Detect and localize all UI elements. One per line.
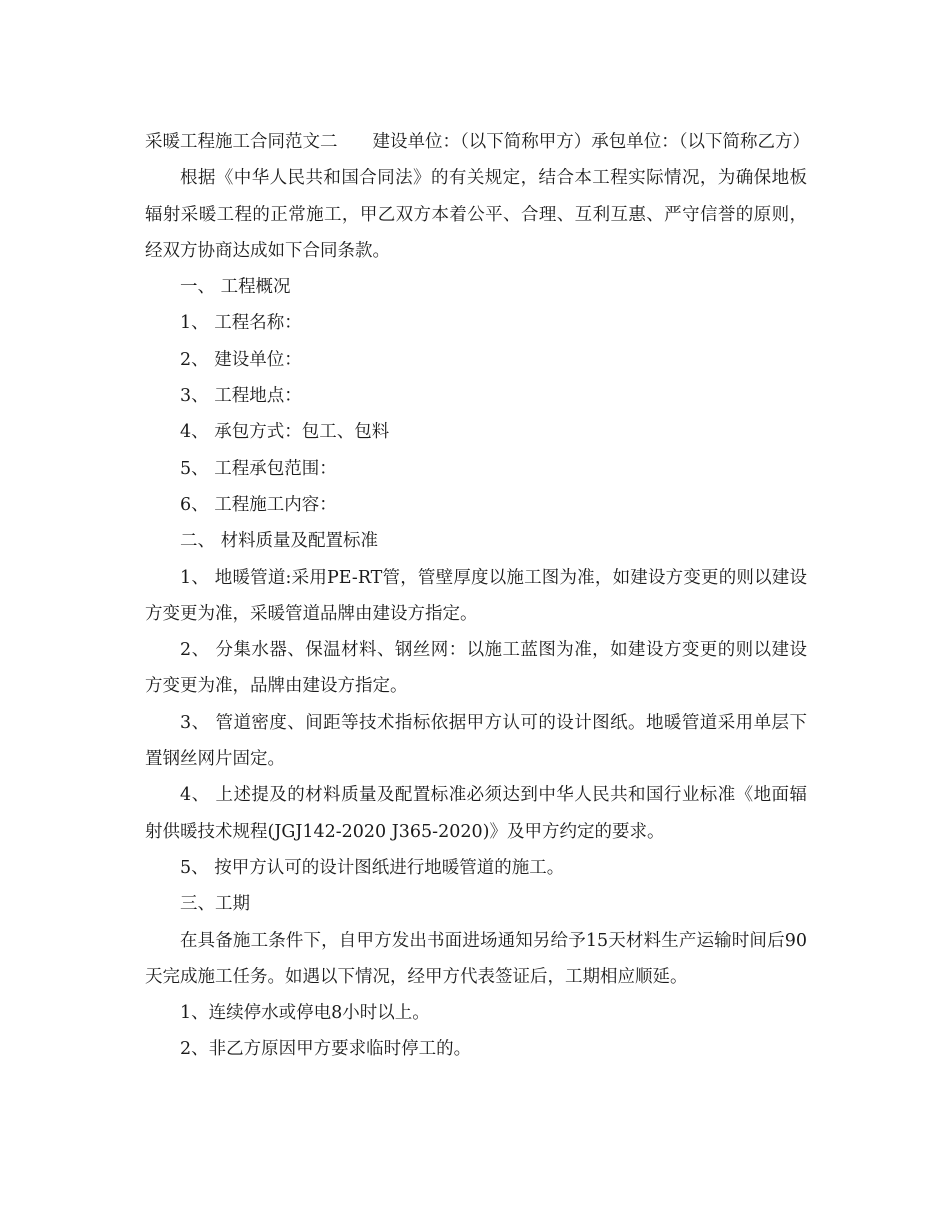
clause-standards: 4、 上述提及的材料质量及配置标准必须达到中华人民共和国行业标准《地面辐射供暖技术规程(JGJ142-2020 J365-2020)》及甲方约定的要求。 (145, 785, 807, 842)
document-body (145, 124, 810, 1068)
preamble-paragraph: 根据《中华人民共和国合同法》的有关规定，结合本工程实际情况，为确保地板辐射采暖工程的正常施工，甲乙双方本着公平、合理、互利互惠、严守信誉的原则，经双方协商达成如下合同条款。 (145, 168, 807, 261)
schedule-paragraph: 在具备施工条件下，自甲方发出书面进场通知另给予15天材料生产运输时间后90天完成施工任务。如遇以下情况，经甲方代表签证后，工期相应顺延。 (145, 930, 807, 987)
clause-pipe-density: 3、 管道密度、间距等技术指标依据甲方认可的设计图纸。地暖管道采用单层下置钢丝网片固定。 (145, 712, 807, 770)
contract-title-line: 采暖工程施工合同范文二 建设单位：（以下简称甲方）承包单位：（以下简称乙方） (145, 132, 810, 152)
clause-manifold-insulation: 2、 分集水器、保温材料、钢丝网：以施工蓝图为准，如建设方变更的则以建设方变更为准，品牌由建设方指定。 (145, 640, 807, 697)
clause-water-power-outage: 1、连续停水或停电8小时以上。 (180, 1003, 430, 1024)
clause-construction-unit: 2、 建设单位： (180, 349, 302, 370)
clause-temporary-stop: 2、非乙方原因甲方要求临时停工的。 (180, 1039, 472, 1060)
clause-floor-heating-pipe: 1、 地暖管道:采用PE-RT管，管壁厚度以施工图为准，如建设方变更的则以建设方变更为准，采暖管道品牌由建设方指定。 (145, 567, 807, 624)
clause-contract-scope: 5、 工程承包范围： (180, 458, 337, 479)
clause-project-location: 3、 工程地点： (180, 386, 302, 407)
clause-project-name: 1、 工程名称： (180, 313, 302, 334)
section-heading-schedule: 三、工期 (180, 894, 250, 915)
clause-contract-method: 4、 承包方式：包工、包料 (180, 422, 390, 443)
section-heading-materials: 二、 材料质量及配置标准 (180, 531, 379, 552)
clause-construction-drawings: 5、 按甲方认可的设计图纸进行地暖管道的施工。 (180, 857, 565, 878)
clause-construction-content: 6、 工程施工内容： (180, 494, 337, 515)
section-heading-project-overview: 一、 工程概况 (180, 277, 291, 298)
